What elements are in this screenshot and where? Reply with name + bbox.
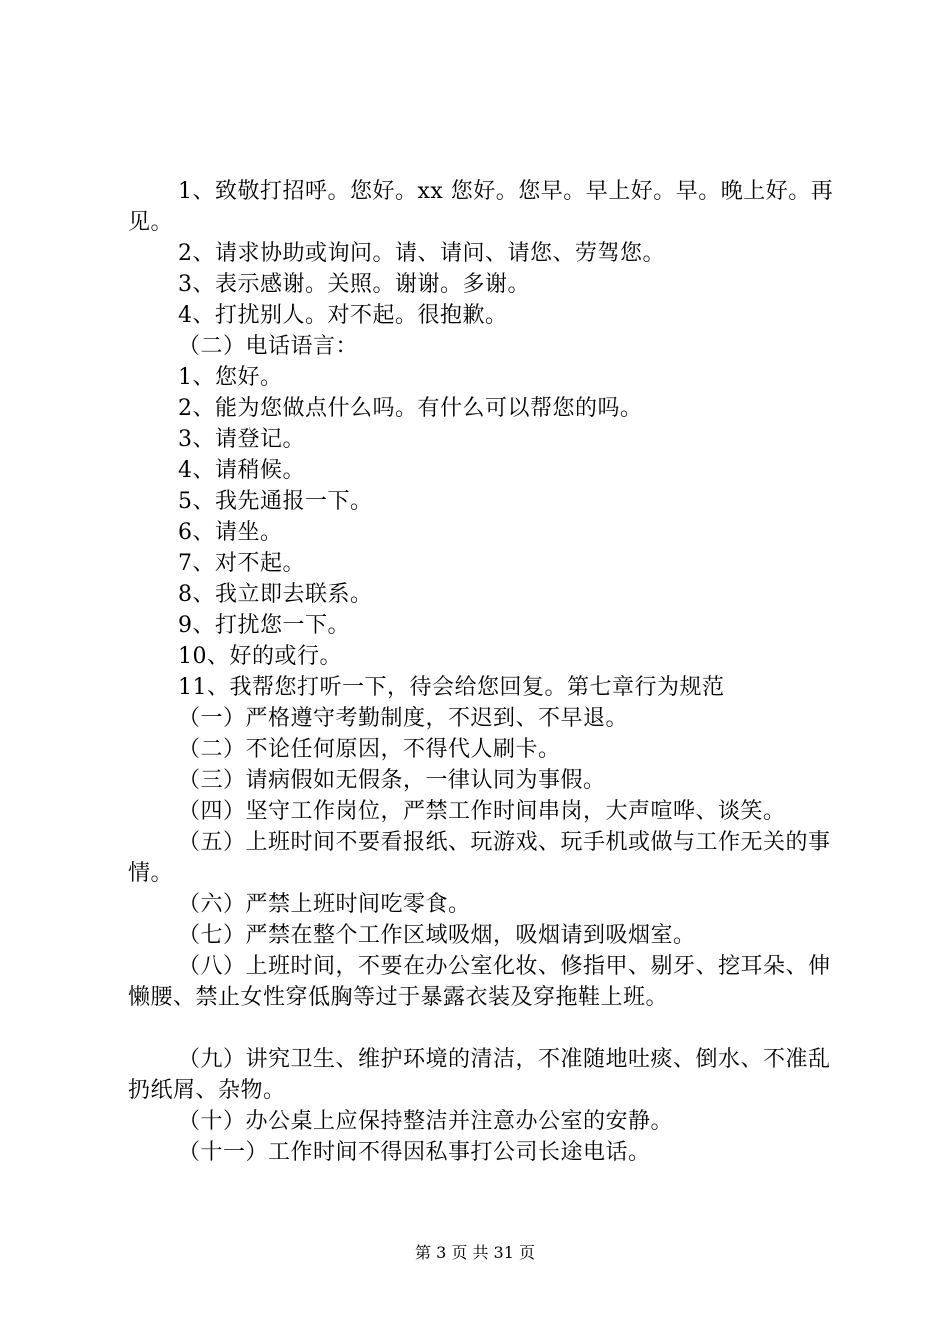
paragraph-phone-9: 9、打扰您一下。 (178, 613, 350, 638)
paragraph-phone-6: 6、请坐。 (178, 520, 283, 545)
paragraph-greeting: 1、致敬打招呼。您好。xx 您好。您早。早上好。早。晚上好。再见。 (128, 179, 834, 235)
paragraph-conduct-5: （五）上班时间不要看报纸、玩游戏、玩手机或做与工作无关的事情。 (128, 830, 831, 886)
paragraph-conduct-8: （八）上班时间，不要在办公室化妆、修指甲、剔牙、挖耳朵、伸懒腰、禁止女性穿低胸等过于暴露衣装及穿拖鞋上班。 (128, 954, 831, 1010)
section-heading-phone-language: （二）电话语言： (178, 334, 359, 359)
paragraph-spacer (128, 1013, 838, 1044)
paragraph-conduct-11: （十一）工作时间不得因私事打公司长途电话。 (178, 1140, 651, 1165)
paragraph-disturb: 4、打扰别人。对不起。很抱歉。 (178, 303, 508, 328)
paragraph-phone-3: 3、请登记。 (178, 427, 305, 452)
paragraph-conduct-1: （一）严格遵守考勤制度，不迟到、不早退。 (178, 706, 629, 731)
document-body (128, 176, 838, 1168)
paragraph-phone-2: 2、能为您做点什么吗。有什么可以帮您的吗。 (178, 396, 643, 421)
paragraph-phone-5: 5、我先通报一下。 (178, 489, 373, 514)
paragraph-request-help: 2、请求协助或询问。请、请问、请您、劳驾您。 (178, 241, 665, 266)
paragraph-conduct-3: （三）请病假如无假条，一律认同为事假。 (178, 768, 606, 793)
paragraph-conduct-7: （七）严禁在整个工作区域吸烟，吸烟请到吸烟室。 (178, 923, 696, 948)
paragraph-conduct-6: （六）严禁上班时间吃零食。 (178, 892, 471, 917)
paragraph-phone-7: 7、对不起。 (178, 551, 305, 576)
paragraph-conduct-10: （十）办公桌上应保持整洁并注意办公室的安静。 (178, 1109, 674, 1134)
paragraph-thanks: 3、表示感谢。关照。谢谢。多谢。 (178, 272, 530, 297)
paragraph-conduct-2: （二）不论任何原因，不得代人刷卡。 (178, 737, 561, 762)
paragraph-phone-8: 8、我立即去联系。 (178, 582, 373, 607)
paragraph-phone-10: 10、好的或行。 (178, 644, 342, 669)
paragraph-phone-4: 4、请稍候。 (178, 458, 305, 483)
paragraph-conduct-9: （九）讲究卫生、维护环境的清洁，不准随地吐痰、倒水、不准乱扔纸屑、杂物。 (128, 1047, 831, 1103)
page-footer: 第 3 页 共 31 页 (415, 1243, 535, 1262)
paragraph-phone-1: 1、您好。 (178, 365, 283, 390)
paragraph-conduct-4: （四）坚守工作岗位，严禁工作时间串岗，大声喧哗、谈笑。 (178, 799, 786, 824)
paragraph-phone-11: 11、我帮您打听一下，待会给您回复。第七章行为规范 (178, 675, 725, 700)
